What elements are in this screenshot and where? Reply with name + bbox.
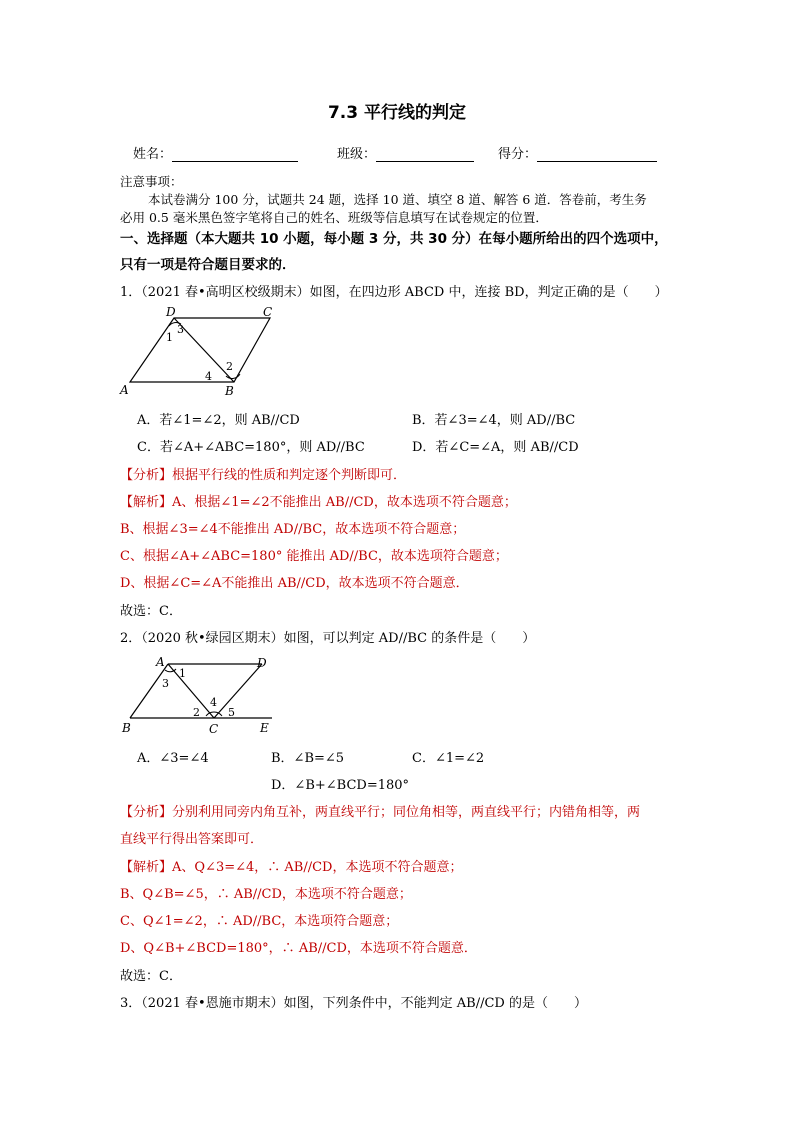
q1-figure — [116, 304, 286, 398]
q1-analysis-tag: 【分析】 — [120, 468, 173, 483]
q2-label-c: C — [209, 722, 219, 736]
q1-option-d[interactable]: D．若∠C=∠A，则 AB//CD — [412, 440, 579, 455]
section-heading-line2: 只有一项是符合题目要求的． — [120, 257, 296, 273]
class-blank[interactable] — [376, 148, 474, 162]
q1-solution-line4: D、根据∠C=∠A不能推出 AB//CD，故本选项不符合题意． — [120, 576, 469, 591]
score-blank[interactable] — [537, 148, 657, 162]
q2-line-ac — [168, 664, 214, 718]
name-label: 姓名： — [133, 147, 173, 162]
q2-solution-tag: 【解析】 — [120, 860, 173, 875]
q2-solution-line3: C、Q∠1=∠2，∴ AD//BC，本选项符合题意； — [120, 914, 399, 929]
notice-line1: 本试卷满分 100 分，试题共 24 题，选择 10 道、填空 8 道、解答 6 道．答卷前，考生务 — [148, 192, 647, 207]
q2-label-3: 3 — [162, 677, 169, 690]
q1-label-c: C — [263, 305, 273, 319]
q2-solution-line2: B、Q∠B=∠5，∴ AB//CD，本选项不符合题意； — [120, 887, 412, 902]
q1-label-a: A — [120, 383, 129, 397]
q2-label-d: D — [257, 656, 267, 670]
q2-option-a[interactable]: A．∠3=∠4 — [137, 751, 209, 766]
q1-option-c[interactable]: C．若∠A+∠ABC=180°，则 AD//BC — [137, 440, 365, 455]
q2-label-4: 4 — [210, 696, 217, 709]
q1-parallelogram — [130, 318, 270, 382]
q2-analysis-tag: 【分析】 — [120, 805, 173, 820]
q2-analysis-line2: 直线平行得出答案即可． — [120, 832, 264, 847]
q2-solution-line1 — [120, 856, 463, 875]
q1-option-a[interactable]: A．若∠1=∠2，则 AB//CD — [137, 413, 300, 428]
q1-analysis-text: 根据平行线的性质和判定逐个判断即可． — [172, 468, 407, 483]
q1-label-d: D — [166, 305, 176, 319]
section-heading-line1: 一、选择题（本大题共 10 小题，每小题 3 分，共 30 分）在每小题所给出的四个选项中， — [120, 231, 668, 247]
q2-solution-text-1: A、Q∠3=∠4，∴ AB//CD，本选项不符合题意； — [172, 860, 463, 875]
notice-line2: 必用 0.5 毫米黑色签字笔将自己的姓名、班级等信息填写在试卷规定的位置． — [120, 210, 548, 225]
q2-option-b[interactable]: B．∠B=∠5 — [271, 751, 345, 766]
q1-solution-line1 — [120, 491, 517, 510]
q1-stem: 1．（2021 春•高明区校级期末）如图，在四边形 ABCD 中，连接 BD，判定正确的是（ ） — [120, 285, 668, 300]
q2-label-2: 2 — [193, 706, 200, 719]
q2-label-a: A — [156, 655, 165, 669]
q1-label-3: 3 — [177, 323, 184, 336]
class-field — [337, 143, 474, 162]
q1-analysis — [120, 464, 406, 483]
q2-option-d[interactable]: D．∠B+∠BCD=180° — [271, 778, 410, 793]
score-field — [498, 143, 657, 162]
q1-option-b[interactable]: B．若∠3=∠4，则 AD//BC — [412, 413, 576, 428]
score-label: 得分： — [498, 147, 538, 162]
q1-label-4: 4 — [205, 370, 212, 383]
q1-label-1: 1 — [166, 331, 173, 344]
q1-solution-tag: 【解析】 — [120, 495, 173, 510]
q1-label-2: 2 — [226, 360, 233, 373]
notice-heading: 注意事项： — [120, 174, 183, 189]
page-title: 7.3 平行线的判定 — [327, 103, 467, 123]
q2-label-e: E — [260, 721, 269, 735]
class-label: 班级： — [337, 147, 377, 162]
q3-stem: 3．（2021 春•恩施市期末）如图，下列条件中，不能判定 AB//CD 的是（ ） — [120, 996, 587, 1011]
q1-label-b: B — [225, 384, 234, 398]
q1-solution-line3: C、根据∠A+∠ABC=180° 能推出 AD//BC，故本选项符合题意； — [120, 549, 508, 564]
name-blank[interactable] — [172, 148, 298, 162]
q1-answer: 故选：C． — [120, 604, 182, 619]
q2-figure — [116, 650, 286, 742]
q2-analysis-line1 — [120, 801, 640, 820]
q2-line-ab — [130, 664, 168, 718]
q2-answer: 故选：C． — [120, 969, 182, 984]
q1-solution-line2: B、根据∠3=∠4不能推出 AD//BC，故本选项不符合题意； — [120, 522, 466, 537]
q2-label-1: 1 — [179, 667, 186, 680]
q2-label-5: 5 — [228, 706, 235, 719]
q2-line-cd — [214, 664, 262, 718]
q1-solution-text-1: A、根据∠1=∠2不能推出 AB//CD，故本选项不符合题意； — [172, 495, 517, 510]
q2-stem: 2．（2020 秋•绿园区期末）如图，可以判定 AD//BC 的条件是（ ） — [120, 631, 536, 646]
q2-label-b: B — [122, 721, 131, 735]
q2-solution-line4: D、Q∠B+∠BCD=180°，∴ AB//CD，本选项不符合题意． — [120, 941, 477, 956]
name-field — [133, 143, 298, 162]
q2-option-c[interactable]: C．∠1=∠2 — [412, 751, 485, 766]
q2-analysis-text-1: 分别利用同旁内角互补，两直线平行；同位角相等，两直线平行；内错角相等，两 — [172, 805, 641, 820]
